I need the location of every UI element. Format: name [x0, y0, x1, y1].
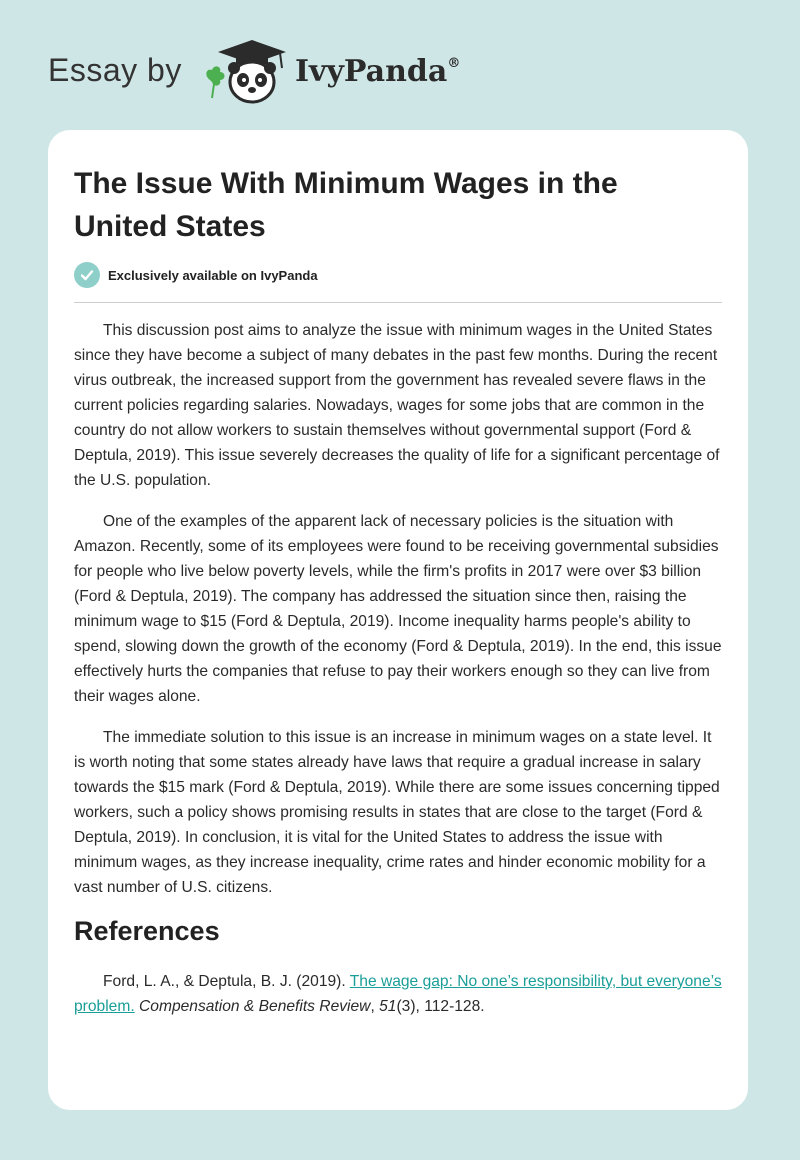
article-body: [74, 318, 722, 1019]
paragraph-2: One of the examples of the apparent lack of necessary policies is the situation with Amazon. Recently, some of its employees were found to be receiving governmental subsidies for people who live below poverty levels, while the firm's profits in 2017 were over $3 billion (Ford & Deptula, 2019). The company has addressed the situation since then, raising the minimum wage to $15 (Ford & Deptula, 2019). Income inequality harms people's ability to spend, slowing down the growth of the economy (Ford & Deptula, 2019). In the end, this issue effectively hurts the companies that refuse to pay their workers enough so they can live from their wages alone.: [74, 513, 722, 705]
page-title: The Issue With Minimum Wages in the United States: [74, 167, 618, 243]
reference-volume: 51: [379, 998, 397, 1015]
references-heading: References: [74, 916, 220, 946]
exclusive-badge: [74, 262, 318, 288]
essay-by-label: Essay by: [48, 52, 182, 88]
reference-authors: Ford, L. A., & Deptula, B. J. (2019).: [103, 973, 350, 990]
brand-text: IvyPanda: [295, 54, 448, 89]
reference-sep: ,: [370, 998, 380, 1015]
paragraph-1: This discussion post aims to analyze the issue with minimum wages in the United States since they have become a subject of many debates in the past few months. During the recent virus outbreak, the increased support from the government has revealed severe flaws in the current policies regarding salaries. Nowadays, wages for some jobs that are common in the country do not allow workers to sustain themselves without governmental support (Ford & Deptula, 2019). This issue severely decreases the quality of life for a significant percentage of the U.S. population.: [74, 322, 720, 489]
essay-card: [48, 130, 748, 1110]
reference-journal: Compensation & Benefits Review: [139, 998, 371, 1015]
registered-mark: ®: [447, 56, 461, 71]
divider: [74, 302, 722, 303]
brand-name[interactable]: [295, 54, 460, 89]
reference-link[interactable]: The wage gap: No one’s responsibility, but everyone’s problem.: [74, 973, 722, 1015]
reference-issue-pages: (3), 112-128.: [396, 998, 485, 1015]
panda-graduate-icon: [200, 38, 290, 108]
badge-text: Exclusively available on IvyPanda: [108, 267, 318, 283]
site-header: [0, 0, 800, 130]
paragraph-3: The immediate solution to this issue is an increase in minimum wages on a state level. It is worth noting that some states already have laws that require a gradual increase in salary towards the $15 mark (Ford & Deptula, 2019). While there are some issues concerning tipped workers, such a policy shows promising results in states that are close to the target (Ford & Deptula, 2019). In conclusion, it is vital for the United States to address the issue with minimum wages, as they increase inequality, crime rates and hinder economic mobility for a vast number of U.S. citizens.: [74, 729, 720, 896]
check-circle-icon: [74, 262, 100, 288]
reference-entry: [74, 969, 722, 1019]
